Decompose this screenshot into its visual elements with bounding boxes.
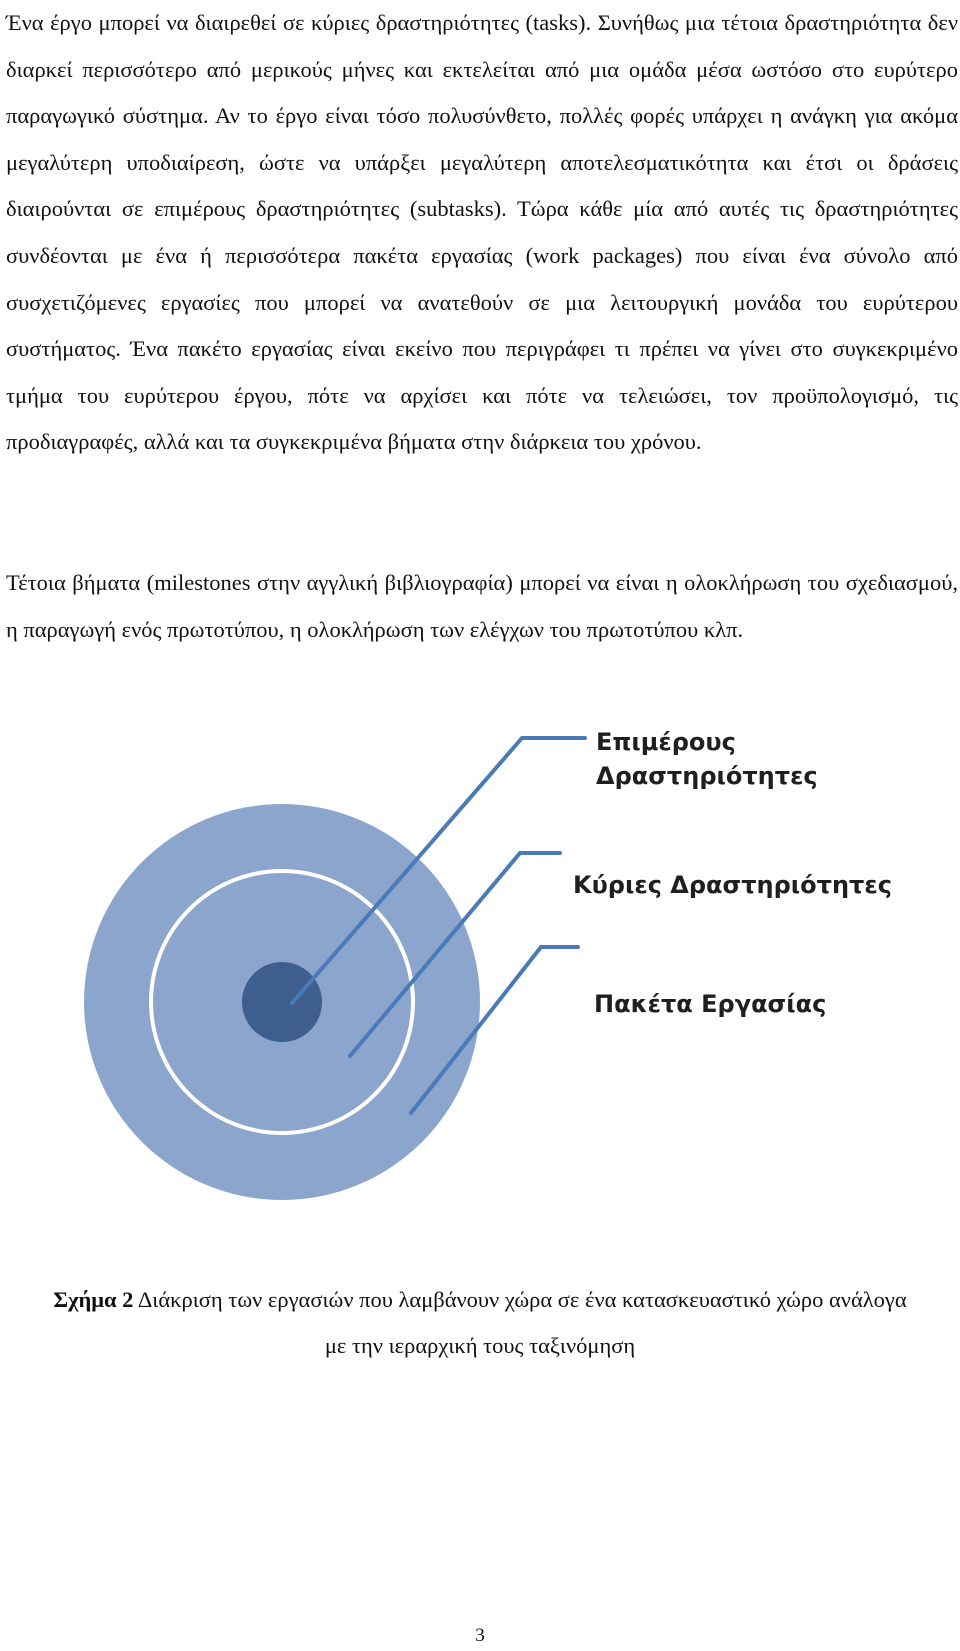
label-subtasks-line-2: Δραστηριότητες: [596, 762, 818, 790]
label-subtasks: [596, 725, 818, 793]
figure-caption: [40, 1277, 920, 1369]
hierarchy-figure: [0, 715, 960, 1275]
label-work-packages: Πακέτα Εργασίας: [594, 990, 827, 1018]
inner-core-subtasks: [242, 962, 322, 1042]
body-paragraph-1: Ένα έργο μπορεί να διαιρεθεί σε κύριες δραστηριότητες (tasks). Συνήθως μια τέτοια δραστηριότητα δεν διαρκεί περισσότερο από μερικούς μήνες και εκτελείται από μια ομάδα μέσα ωστόσο στο ευρύτερο παραγωγικό σύστημα. Αν το έργο είναι τόσο πολυσύνθετο, πολλές φορές υπάρχει η ανάγκη για ακόμα μεγαλύτερη υποδιαίρεση, ώστε να υπάρξει μεγαλύτερη αποτελεσματικότητα και έτσι οι δράσεις διαιρούνται σε επιμέρους δραστηριότητες (subtasks). Τώρα κάθε μία από αυτές τις δραστηριότητες συνδέονται με ένα ή περισσότερα πακέτα εργασίας (work packages) που είναι ένα σύνολο από συσχετιζόμενες εργασίες που μπορεί να ανατεθούν σε μια λειτουργική μονάδα του ευρύτερου συστήματος. Ένα πακέτο εργασίας είναι εκείνο που περιγράφει τι πρέπει να γίνει στο συγκεκριμένο τμήμα του ευρύτερου έργου, πότε να αρχίσει και πότε να τελειώσει, τον προϋπολογισμό, τις προδιαγραφές, αλλά και τα συγκεκριμένα βήματα στην διάρκεια του χρόνου.: [6, 10, 958, 455]
page-number: 3: [475, 1625, 485, 1646]
caption-text: Διάκριση των εργασιών που λαμβάνουν χώρα σε ένα κατασκευαστικό χώρο ανάλογα με την ιεραρχική τους ταξινόμηση: [133, 1287, 907, 1358]
label-subtasks-line-1: Επιμέρους: [596, 728, 736, 756]
body-paragraph-2: Τέτοια βήματα (milestones στην αγγλική βιβλιογραφία) μπορεί να είναι η ολοκλήρωση του σχεδιασμού, η παραγωγή ενός πρωτοτύπου, η ολοκλήρωση των ελέγχων του πρωτοτύπου κλπ.: [6, 570, 958, 642]
caption-label: Σχήμα 2: [53, 1287, 134, 1312]
label-main-tasks: Κύριες Δραστηριότητες: [573, 871, 892, 899]
